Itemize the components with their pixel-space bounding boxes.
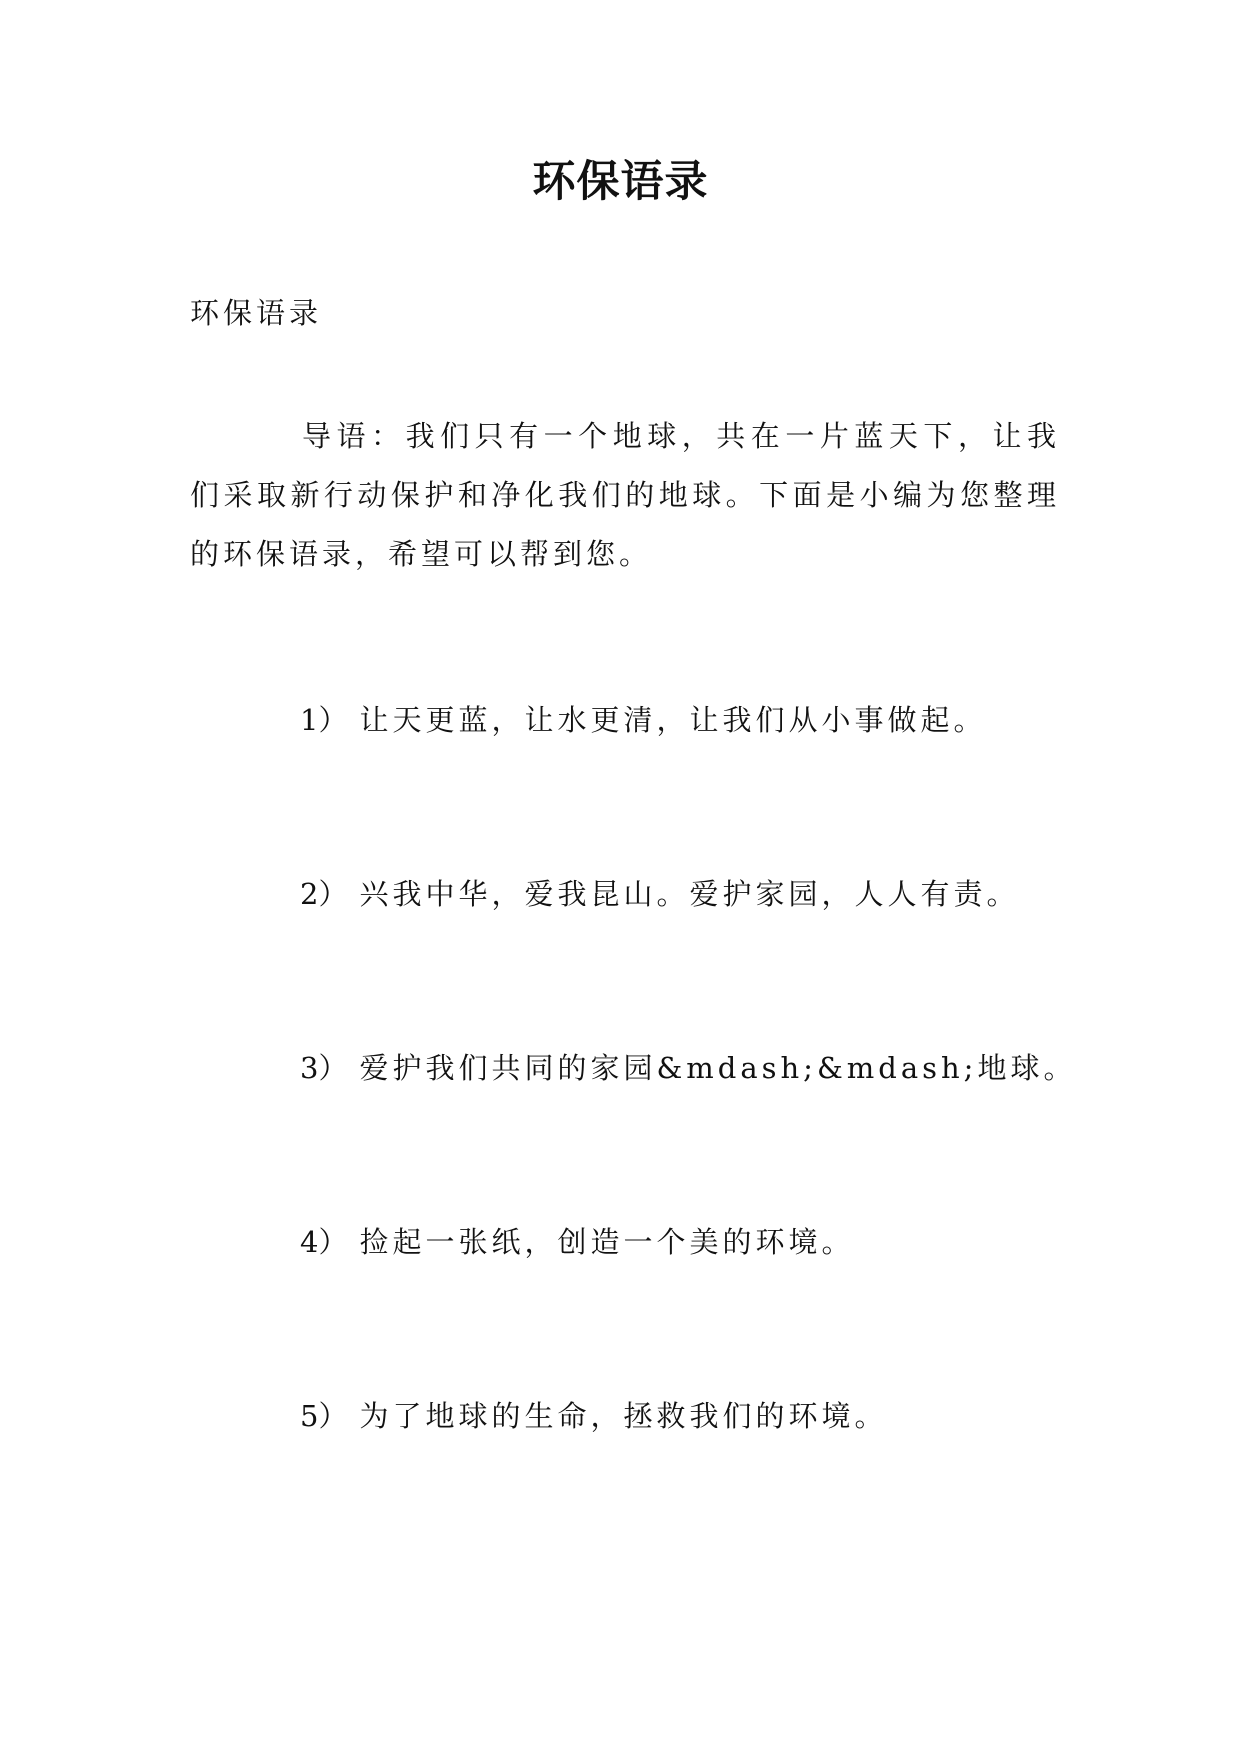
quote-number: 1）: [300, 703, 348, 737]
quote-text: 让天更蓝，让水更清，让我们从小事做起。: [359, 703, 987, 737]
quote-number: 5）: [300, 1399, 348, 1433]
quote-text: 捡起一张纸，创造一个美的环境。: [359, 1225, 855, 1259]
quote-text: 兴我中华，爱我昆山。爱护家园，人人有责。: [359, 877, 1020, 911]
quote-item: [300, 874, 1019, 914]
quote-item: [300, 1396, 887, 1436]
quote-item: [300, 1222, 854, 1262]
quote-text: 爱护我们共同的家园&mdash;&mdash;地球。: [359, 1051, 1077, 1085]
quote-number: 4）: [300, 1225, 348, 1259]
quote-number: 2）: [300, 877, 348, 911]
quote-text: 为了地球的生命，拯救我们的环境。: [359, 1399, 888, 1433]
quote-item: [300, 1048, 1076, 1088]
intro-paragraph: 导语：我们只有一个地球，共在一片蓝天下，让我们采取新行动保护和净化我们的地球。下面是小编为您整理的环保语录，希望可以帮到您。: [190, 419, 1060, 571]
page-title: 环保语录: [532, 157, 709, 207]
quote-number: 3）: [300, 1051, 348, 1085]
document-subtitle: 环保语录: [190, 296, 323, 330]
quote-item: [300, 700, 986, 740]
